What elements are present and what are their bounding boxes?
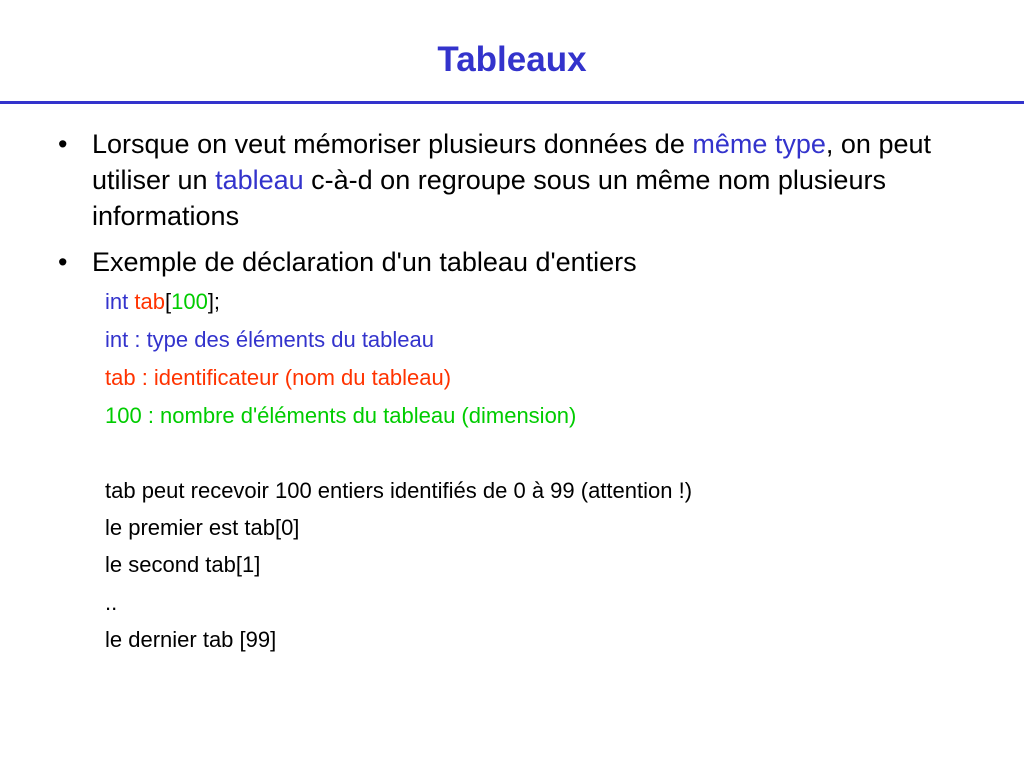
explanation-name: tab : identificateur (nom du tableau) <box>105 365 452 390</box>
bullet-1 <box>92 126 992 234</box>
bullet-marker-2: • <box>58 247 68 277</box>
note-line: le second tab[1] <box>105 552 261 577</box>
declaration-line <box>105 288 220 316</box>
declaration-type: int <box>105 289 129 314</box>
note-line: le dernier tab [99] <box>105 627 277 652</box>
bullet-1-part1: Lorsque on veut mémoriser plusieurs données de <box>92 129 693 159</box>
declaration-open-bracket: [ <box>164 289 172 314</box>
bullet-2: Exemple de déclaration d'un tableau d'entiers <box>92 247 637 277</box>
declaration-size: 100 <box>171 289 208 314</box>
bullet-1-highlight-meme-type: même type <box>692 129 826 159</box>
slide-title: Tableaux <box>437 40 587 79</box>
title-divider <box>0 101 1024 104</box>
bullet-1-highlight-tableau: tableau <box>215 165 304 195</box>
note-line: tab peut recevoir 100 entiers identifiés de 0 à 99 (attention !) <box>105 478 693 503</box>
bullet-1-part2: , on peut utiliser un <box>92 129 931 195</box>
note-line: le premier est tab[0] <box>105 515 300 540</box>
declaration-name: tab <box>134 289 165 314</box>
bullet-marker-1: • <box>58 129 68 159</box>
explanation-type: int : type des éléments du tableau <box>105 327 434 352</box>
explanation-size: 100 : nombre d'éléments du tableau (dimension) <box>105 403 577 428</box>
note-line: .. <box>105 590 118 615</box>
declaration-close: ]; <box>207 289 221 314</box>
bullet-1-part3: c-à-d on regroupe sous un même nom plusieurs informations <box>92 165 886 231</box>
